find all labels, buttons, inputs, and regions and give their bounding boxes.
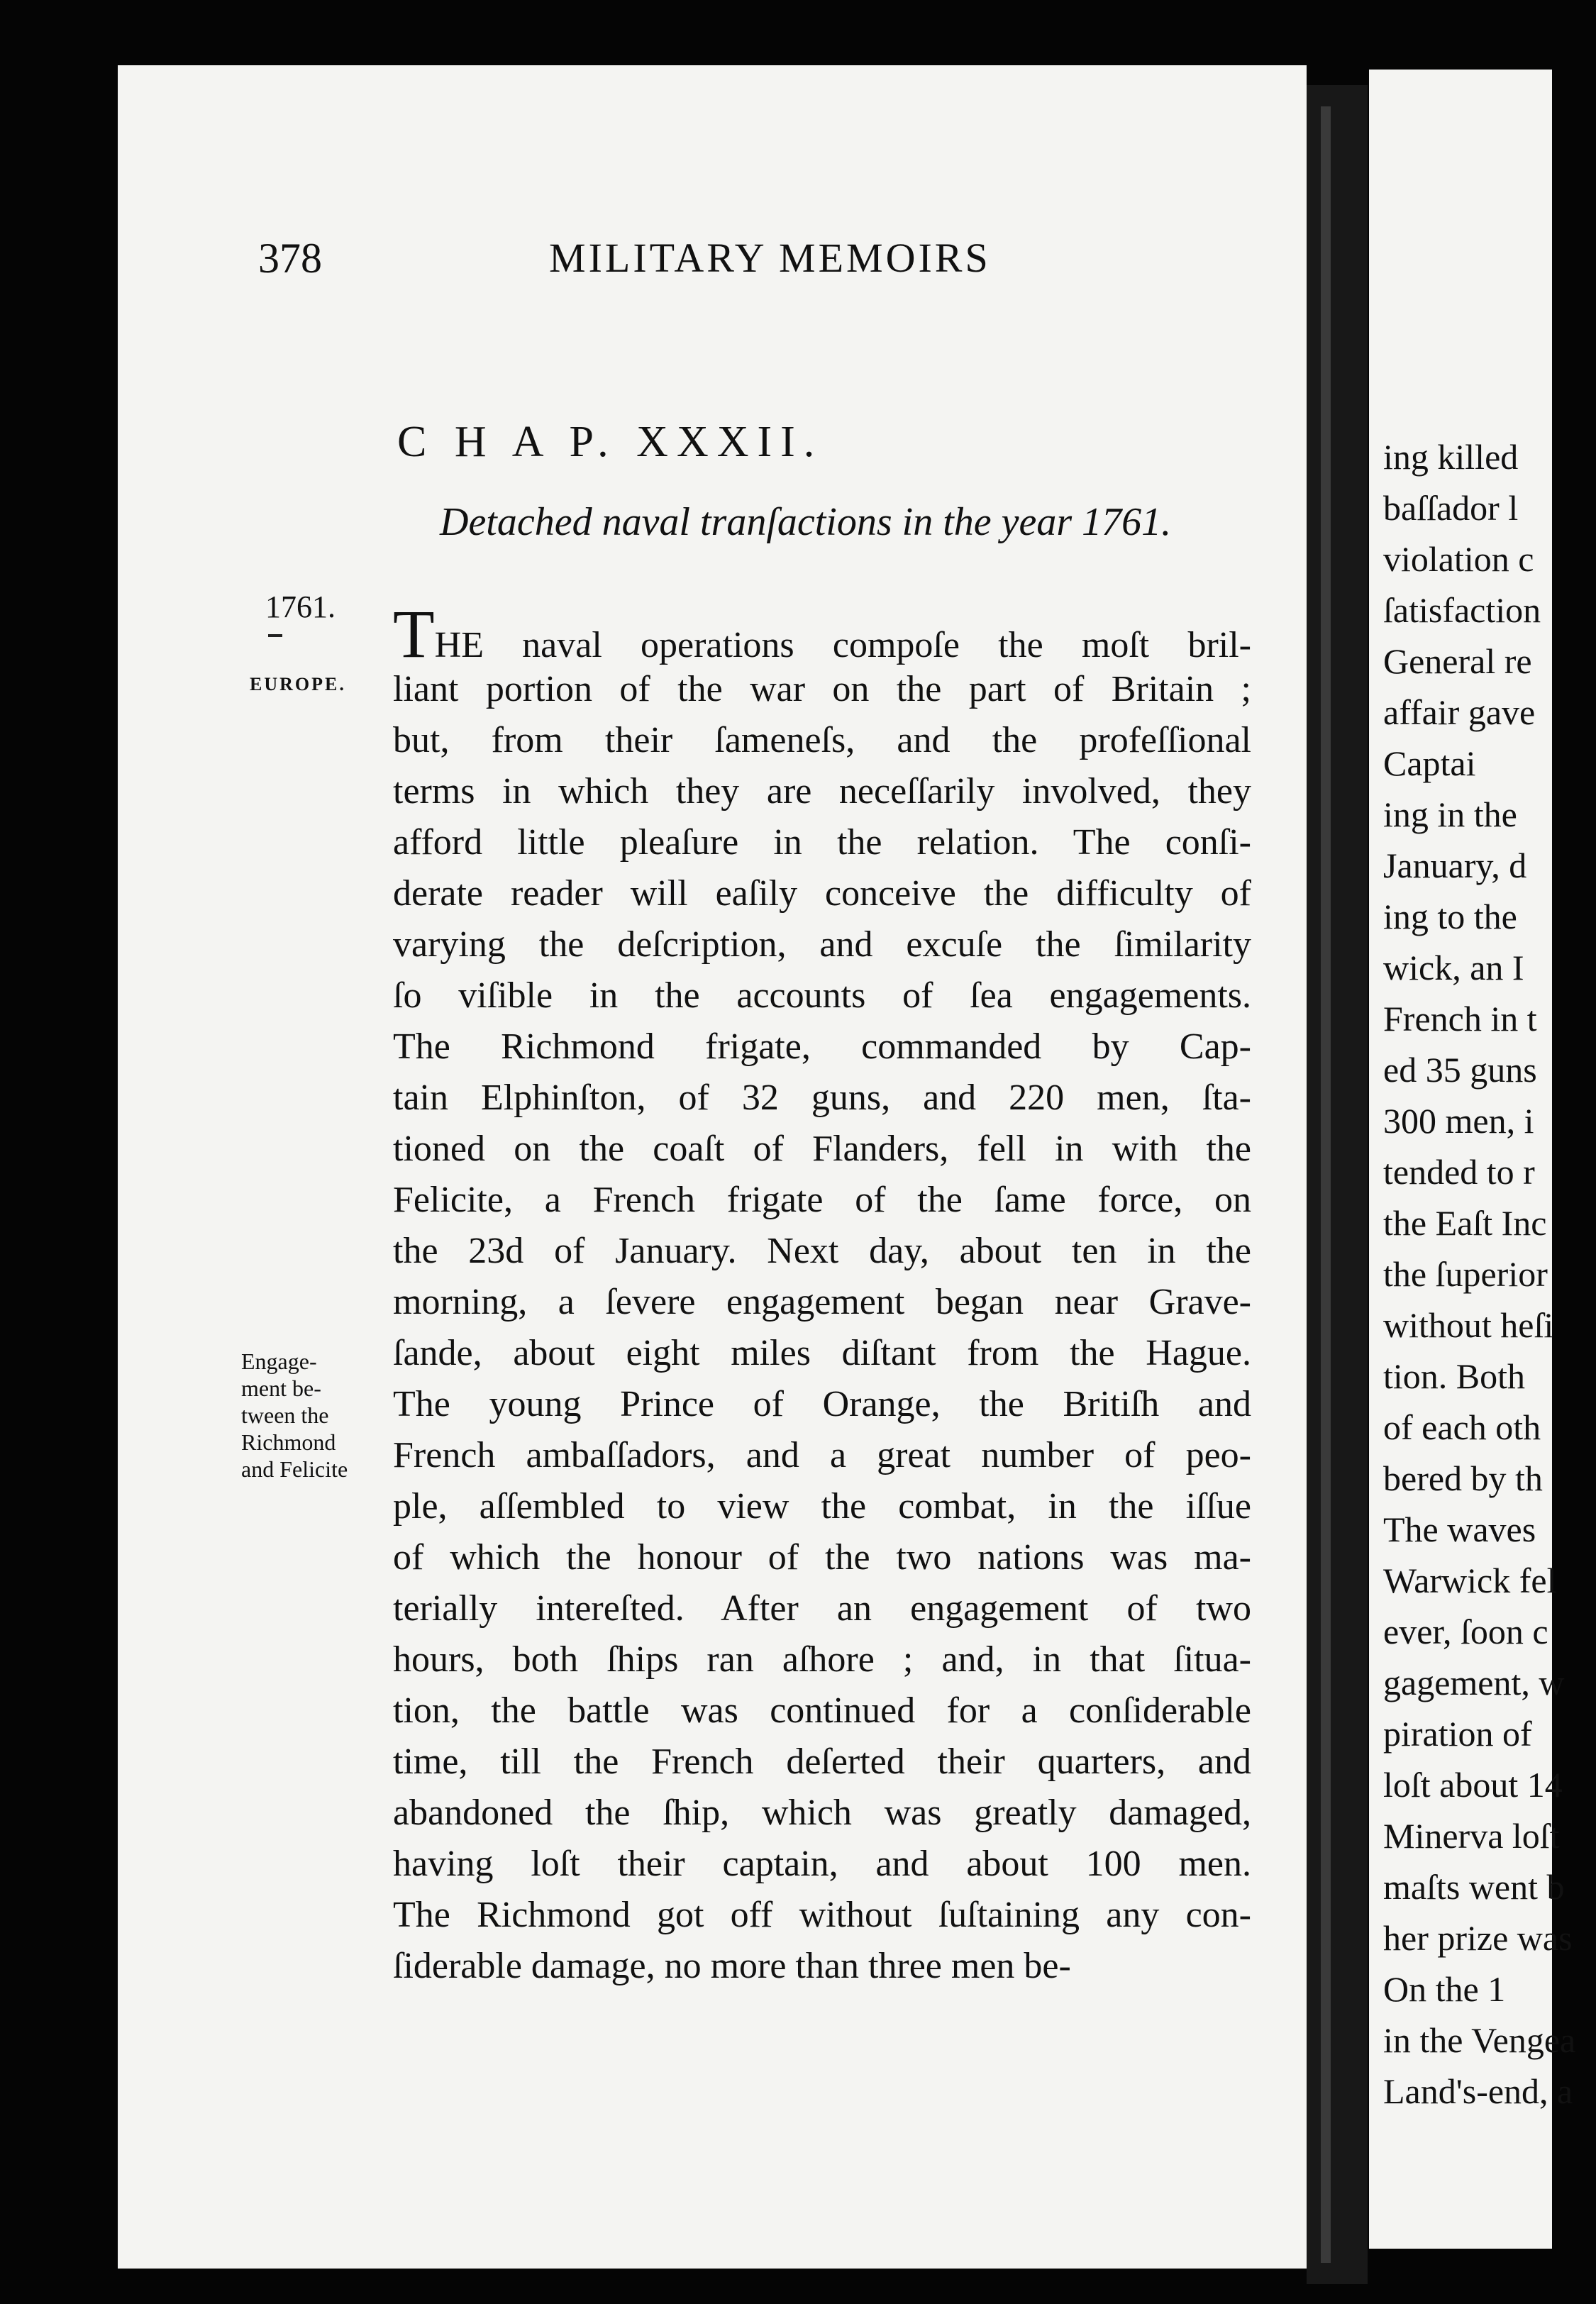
facing-page-line: violation c	[1383, 539, 1534, 579]
margin-note-line: Engage-	[241, 1348, 317, 1374]
facing-page-line: ing in the	[1383, 794, 1517, 834]
facing-page-line: ever, ſoon c	[1383, 1612, 1548, 1651]
margin-rule	[268, 634, 282, 637]
facing-page-line: tended to r	[1383, 1152, 1535, 1192]
body-line: The Richmond got off without ſuſtaining any con-	[393, 1895, 1251, 1935]
body-line: The Richmond frigate, commanded by Cap-	[393, 1026, 1251, 1067]
facing-page-line: piration of	[1383, 1714, 1532, 1754]
body-line: afford little pleaſure in the relation. The conſi-	[393, 822, 1251, 863]
body-line: tain Elphinſton, of 32 guns, and 220 men, ſta-	[393, 1078, 1251, 1118]
facing-page-line: Warwick fel	[1383, 1561, 1557, 1600]
margin-year: 1761.	[265, 589, 336, 624]
facing-page-text	[1383, 431, 1596, 2117]
facing-page-line: bered by th	[1383, 1458, 1543, 1498]
facing-page-line: Minerva loſt	[1383, 1816, 1560, 1856]
facing-page-line: loſt about 14	[1383, 1765, 1563, 1805]
facing-page-line: wick, an I	[1383, 948, 1524, 987]
body-line: morning, a ſevere engagement began near Grave-	[393, 1282, 1251, 1322]
facing-page-line: 300 men, i	[1383, 1101, 1534, 1141]
facing-page-line: baſſador l	[1383, 488, 1519, 528]
margin-note-line: tween the	[241, 1402, 329, 1428]
facing-page-line: ed 35 guns	[1383, 1050, 1537, 1090]
body-first-line	[393, 596, 1251, 672]
first-line-text: HE naval operations compoſe the moſt bril-	[434, 625, 1251, 665]
margin-region: EUROPE.	[250, 674, 346, 694]
body-line: terms in which they are neceſſarily involved, they	[393, 771, 1251, 812]
facing-page-line: Land's-end, a	[1383, 2071, 1573, 2111]
body-line: having loſt their captain, and about 100 men.	[393, 1844, 1251, 1884]
page-number: 378	[258, 235, 322, 282]
margin-note-line: Richmond	[241, 1429, 336, 1455]
facing-page-line: On the 1	[1383, 1969, 1506, 2009]
body-line: tion, the battle was continued for a conſiderable	[393, 1690, 1251, 1731]
running-head	[258, 234, 1265, 291]
facing-page-line: in the Vengea	[1383, 2020, 1576, 2060]
facing-page-line: ſatisfaction	[1383, 590, 1541, 630]
body-line: The young Prince of Orange, the Britiſh and	[393, 1384, 1251, 1424]
chapter-subtitle: Detached naval tranſactions in the year 1761.	[440, 500, 1172, 544]
body-line: derate reader will eaſily conceive the difficulty of	[393, 873, 1251, 914]
body-line: hours, both ſhips ran aſhore ; and, in that ſitua-	[393, 1639, 1251, 1680]
body-line: ſiderable damage, no more than three men be-	[393, 1946, 1071, 1986]
body-line: abandoned the ſhip, which was greatly damaged,	[393, 1793, 1251, 1833]
drop-cap: T	[393, 596, 435, 672]
chapter-heading: C H A P. XXXII.	[397, 418, 824, 466]
margin-note-line: and Felicite	[241, 1456, 348, 1482]
body-line: French ambaſſadors, and a great number of peo-	[393, 1435, 1251, 1475]
gutter-shadow	[1321, 106, 1331, 2263]
facing-page-line: The waves	[1383, 1510, 1536, 1549]
body-line: but, from their ſameneſs, and the profeſſional	[393, 720, 1251, 760]
facing-page-line: affair gave	[1383, 692, 1536, 732]
facing-page-line: without heſi	[1383, 1305, 1554, 1345]
facing-page-line: the Eaſt Inc	[1383, 1203, 1547, 1243]
body-line: varying the deſcription, and excuſe the ſimilarity	[393, 924, 1251, 965]
facing-page-line: January, d	[1383, 846, 1527, 885]
body-line: tioned on the coaſt of Flanders, fell in with the	[393, 1129, 1251, 1169]
facing-page-line: of each oth	[1383, 1407, 1541, 1447]
margin-note	[241, 1348, 383, 1483]
facing-page-line: her prize was	[1383, 1918, 1573, 1958]
body-line: the 23d of January. Next day, about ten in the	[393, 1231, 1251, 1271]
body-line: ſo viſible in the accounts of ſea engagements.	[393, 975, 1251, 1016]
book-gutter	[1307, 85, 1368, 2284]
facing-page-line: ing killed	[1383, 437, 1519, 477]
body-line: ſande, about eight miles diſtant from the Hague.	[393, 1333, 1251, 1373]
facing-page-line: maſts went b	[1383, 1867, 1565, 1907]
body-line: time, till the French deſerted their quarters, and	[393, 1741, 1251, 1782]
body-line: Felicite, a French frigate of the ſame force, on	[393, 1180, 1251, 1220]
facing-page-line: ing to the	[1383, 897, 1517, 936]
facing-page-line: the ſuperior	[1383, 1254, 1548, 1294]
facing-page-line: Captai	[1383, 743, 1476, 783]
running-title: MILITARY MEMOIRS	[549, 235, 991, 281]
body-line: terially intereſted. After an engagement of two	[393, 1588, 1251, 1629]
body-text	[393, 596, 1251, 1992]
facing-page-line: French in t	[1383, 999, 1537, 1039]
body-line: liant portion of the war on the part of Britain ;	[393, 669, 1251, 709]
body-line: ple, aſſembled to view the combat, in the iſſue	[393, 1486, 1251, 1527]
facing-page-line: gagement, w	[1383, 1663, 1565, 1702]
facing-page	[1369, 70, 1576, 2249]
margin-note-line: ment be-	[241, 1375, 321, 1401]
body-line: of which the honour of the two nations was ma-	[393, 1537, 1251, 1578]
facing-page-line: tion. Both	[1383, 1356, 1526, 1396]
facing-page-line: General re	[1383, 641, 1532, 681]
